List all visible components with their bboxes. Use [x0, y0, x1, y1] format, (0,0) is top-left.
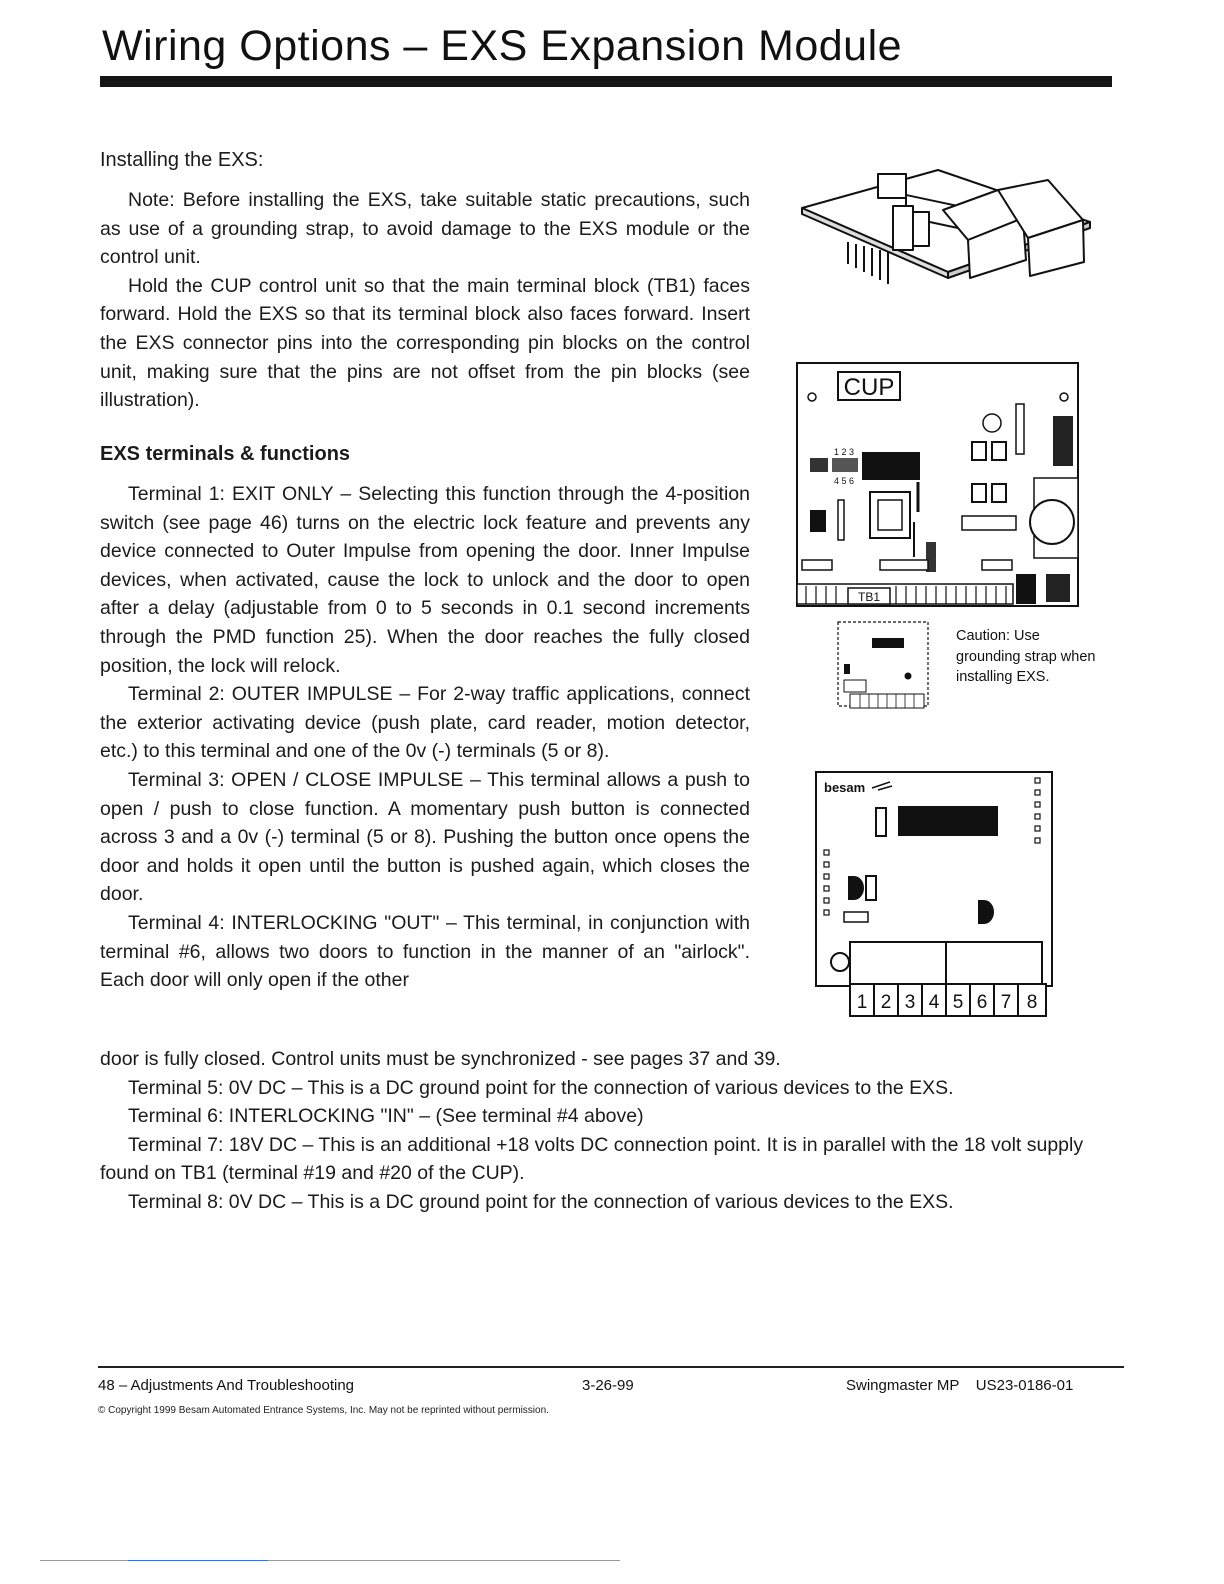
- scan-edge-line: [40, 1560, 620, 1561]
- footer-page-section: 48 – Adjustments And Troubleshooting: [98, 1377, 355, 1394]
- terminal-6-paragraph: Terminal 6: INTERLOCKING "IN" – (See terminal #4 above): [128, 1105, 644, 1128]
- exs-terminal-3-label: 3: [904, 992, 916, 1013]
- terminals-text-narrow: [100, 480, 750, 995]
- exs-terminal-7-label: 7: [1000, 992, 1012, 1013]
- terminal-3-paragraph: Terminal 3: OPEN / CLOSE IMPULSE – This terminal allows a push to open / push to close function. A momentary push button is connected across 3 and a 0v (-) terminal (5 or 8). Pushing the button once opens the door and holds it open until the button is pushed again, which closes the door.: [100, 768, 750, 906]
- dip-switch-top-label: 1 2 3: [834, 447, 855, 457]
- exs-terminal-4-label: 4: [928, 992, 940, 1013]
- exs-board-top-view-illustration: [812, 770, 1056, 1018]
- footer-divider: [98, 1366, 1124, 1368]
- page-title: Wiring Options – EXS Expansion Module: [102, 22, 903, 70]
- terminal-2-paragraph: Terminal 2: OUTER IMPULSE – For 2-way traffic applications, connect the exterior activating device (push plate, card reader, motion detector, etc.) to this terminal and one of the 0v (-) terminals (5 or 8).: [100, 683, 750, 763]
- terminal-7-paragraph: Terminal 7: 18V DC – This is an additional +18 volts DC connection point. It is in parallel with the 18 volt supply found on TB1 (terminal #19 and #20 of the CUP).: [100, 1133, 1084, 1185]
- exs-module-isometric-illustration: [798, 160, 1098, 295]
- footer-product-code: Swingmaster MP US23-0186-01: [846, 1377, 1074, 1394]
- exs-terminal-8-label: 8: [1026, 992, 1038, 1013]
- terminals-text-wide: [100, 1045, 1110, 1217]
- exs-terminal-5-label: 5: [952, 992, 964, 1013]
- copyright-notice: © Copyright 1999 Besam Automated Entrance Systems, Inc. May not be reprinted without permission.: [98, 1405, 549, 1416]
- terminal-1-paragraph: Terminal 1: EXIT ONLY – Selecting this function through the 4-position switch (see page 46) turns on the electric lock feature and prevents any device connected to Outer Impulse from opening the door. Inner Impulse devices, when activated, cause the lock to unlock and the door to open after a delay (adjustable from 0 to 5 seconds in 0.1 second increments through the PMD function 25). When the door reaches the fully closed position, the lock will relock.: [100, 483, 750, 677]
- besam-logo-text: besam: [824, 780, 866, 795]
- terminal-5-paragraph: Terminal 5: 0V DC – This is a DC ground point for the connection of various devices to the EXS.: [128, 1076, 954, 1099]
- exs-terminal-2-label: 2: [880, 992, 892, 1013]
- terminal-4-paragraph: Terminal 4: INTERLOCKING "OUT" – This terminal, in conjunction with terminal #6, allows two doors to function in the manner of an "airlock". Each door will only open if the other: [100, 911, 750, 992]
- dip-switch-bottom-label: 4 5 6: [834, 476, 855, 486]
- exs-small-board-illustration: [836, 620, 934, 712]
- cup-control-board-illustration: [796, 362, 1081, 612]
- tb1-label: TB1: [857, 590, 881, 604]
- installing-hold-paragraph: Hold the CUP control unit so that the main terminal block (TB1) faces forward. Hold the EXS so that its terminal block also faces forward. Insert the EXS connector pins into the corresponding pin blocks on the control unit, making sure that the pins are not offset from the pin blocks (see illustration).: [100, 274, 750, 412]
- scan-edge-accent-line: [128, 1560, 268, 1561]
- installing-text: [100, 186, 750, 415]
- terminal-8-paragraph: Terminal 8: 0V DC – This is a DC ground point for the connection of various devices to the EXS.: [128, 1190, 954, 1213]
- exs-terminal-1-label: 1: [856, 992, 868, 1013]
- title-underline: [100, 76, 1112, 87]
- installing-note-paragraph: Note: Before installing the EXS, take suitable static precautions, such as use of a grounding strap, to avoid damage to the EXS module or the control unit.: [100, 189, 750, 269]
- footer-date: 3-26-99: [582, 1377, 634, 1394]
- terminal-4-continued: door is fully closed. Control units must be synchronized - see pages 37 and 39.: [100, 1048, 781, 1070]
- exs-terminal-6-label: 6: [976, 992, 988, 1013]
- cup-label: CUP: [843, 374, 895, 401]
- caution-note: Caution: Use grounding strap when installing EXS.: [956, 628, 1096, 685]
- terminals-heading: EXS terminals & functions: [100, 443, 351, 465]
- installing-heading: Installing the EXS:: [100, 149, 264, 171]
